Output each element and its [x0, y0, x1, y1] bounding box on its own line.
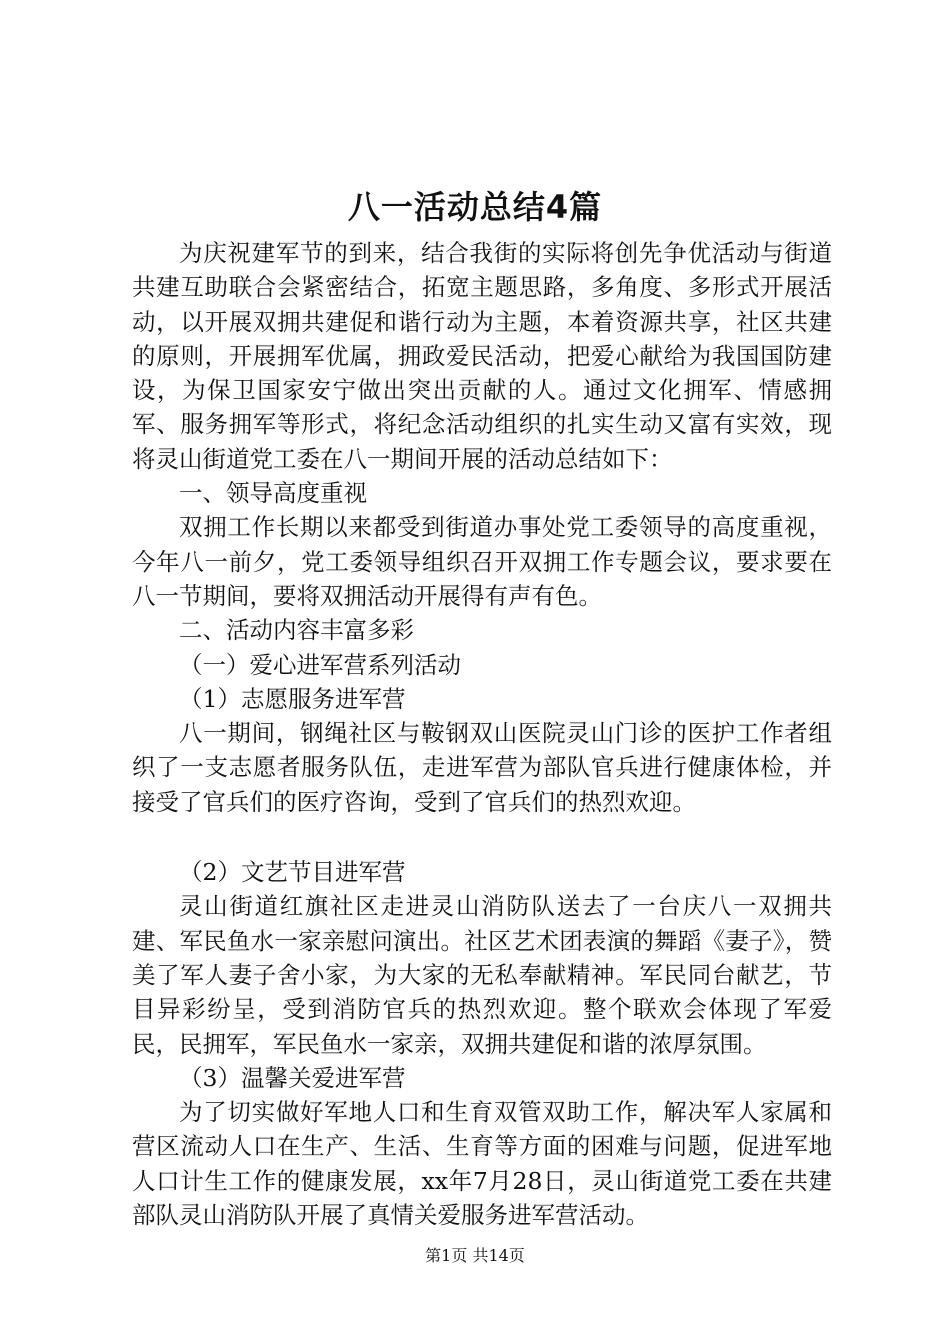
paragraph-intro: 为庆祝建军节的到来，结合我街的实际将创先争优活动与街道共建互助联合会紧密结合，拓宽主题思路，多角度、多形式开展活动，以开展双拥共建促和谐行动为主题，本着资源共享，社区共建的原则，开展拥军优属，拥政爱民活动，把爱心献给为我国国防建设，为保卫国家安宁做出突出贡献的人。通过文化拥军、情感拥军、服务拥军等形式，将纪念活动组织的扎实生动又富有实效，现将灵山街道党工委在八一期间开展的活动总结如下：	[132, 239, 832, 473]
subheading-art-performance: （2）文艺节目进军营	[179, 858, 406, 887]
document-body	[132, 236, 832, 1232]
paragraph-gap	[132, 819, 832, 855]
paragraph-leadership: 双拥工作长期以来都受到街道办事处党工委领导的高度重视，今年八一前夕，党工委领导组织召开双拥工作专题会议，要求要在八一节期间，要将双拥活动开展得有声有色。	[132, 513, 832, 610]
subheading-love-into-camp: （一）爱心进军营系列活动	[179, 650, 461, 679]
document-title: 八一活动总结4篇	[347, 188, 603, 226]
subheading-warm-care: （3）温馨关爱进军营	[179, 1063, 406, 1092]
page-footer: 第1页 共14页	[425, 1246, 525, 1265]
subheading-volunteer-service: （1）志愿服务进军营	[179, 684, 406, 713]
heading-leadership: 一、领导高度重视	[179, 479, 367, 508]
paragraph-art-performance: 灵山街道红旗社区走进灵山消防队送去了一台庆八一双拥共建、军民鱼水一家亲慰问演出。社区艺术团表演的舞蹈《妻子》，赞美了军人妻子舍小家，为大家的无私奉献精神。军民同台献艺，节目异彩纷呈，受到消防官兵的热烈欢迎。整个联欢会体现了军爱民，民拥军，军民鱼水一家亲，双拥共建促和谐的浓厚氛围。	[132, 892, 832, 1058]
heading-activities: 二、活动内容丰富多彩	[179, 616, 414, 645]
paragraph-warm-care: 为了切实做好军地人口和生育双管双助工作，解决军人家属和营区流动人口在生产、生活、生育等方面的困难与问题，促进军地人口计生工作的健康发展，xx年7月28日，灵山街道党工委在共建部队灵山消防队开展了真情关爱服务进军营活动。	[132, 1098, 832, 1230]
paragraph-volunteer-service: 八一期间，钢绳社区与鞍钢双山医院灵山门诊的医护工作者组织了一支志愿者服务队伍，走进军营为部队官兵进行健康体检，并接受了官兵们的医疗咨询，受到了官兵们的热烈欢迎。	[132, 719, 832, 816]
